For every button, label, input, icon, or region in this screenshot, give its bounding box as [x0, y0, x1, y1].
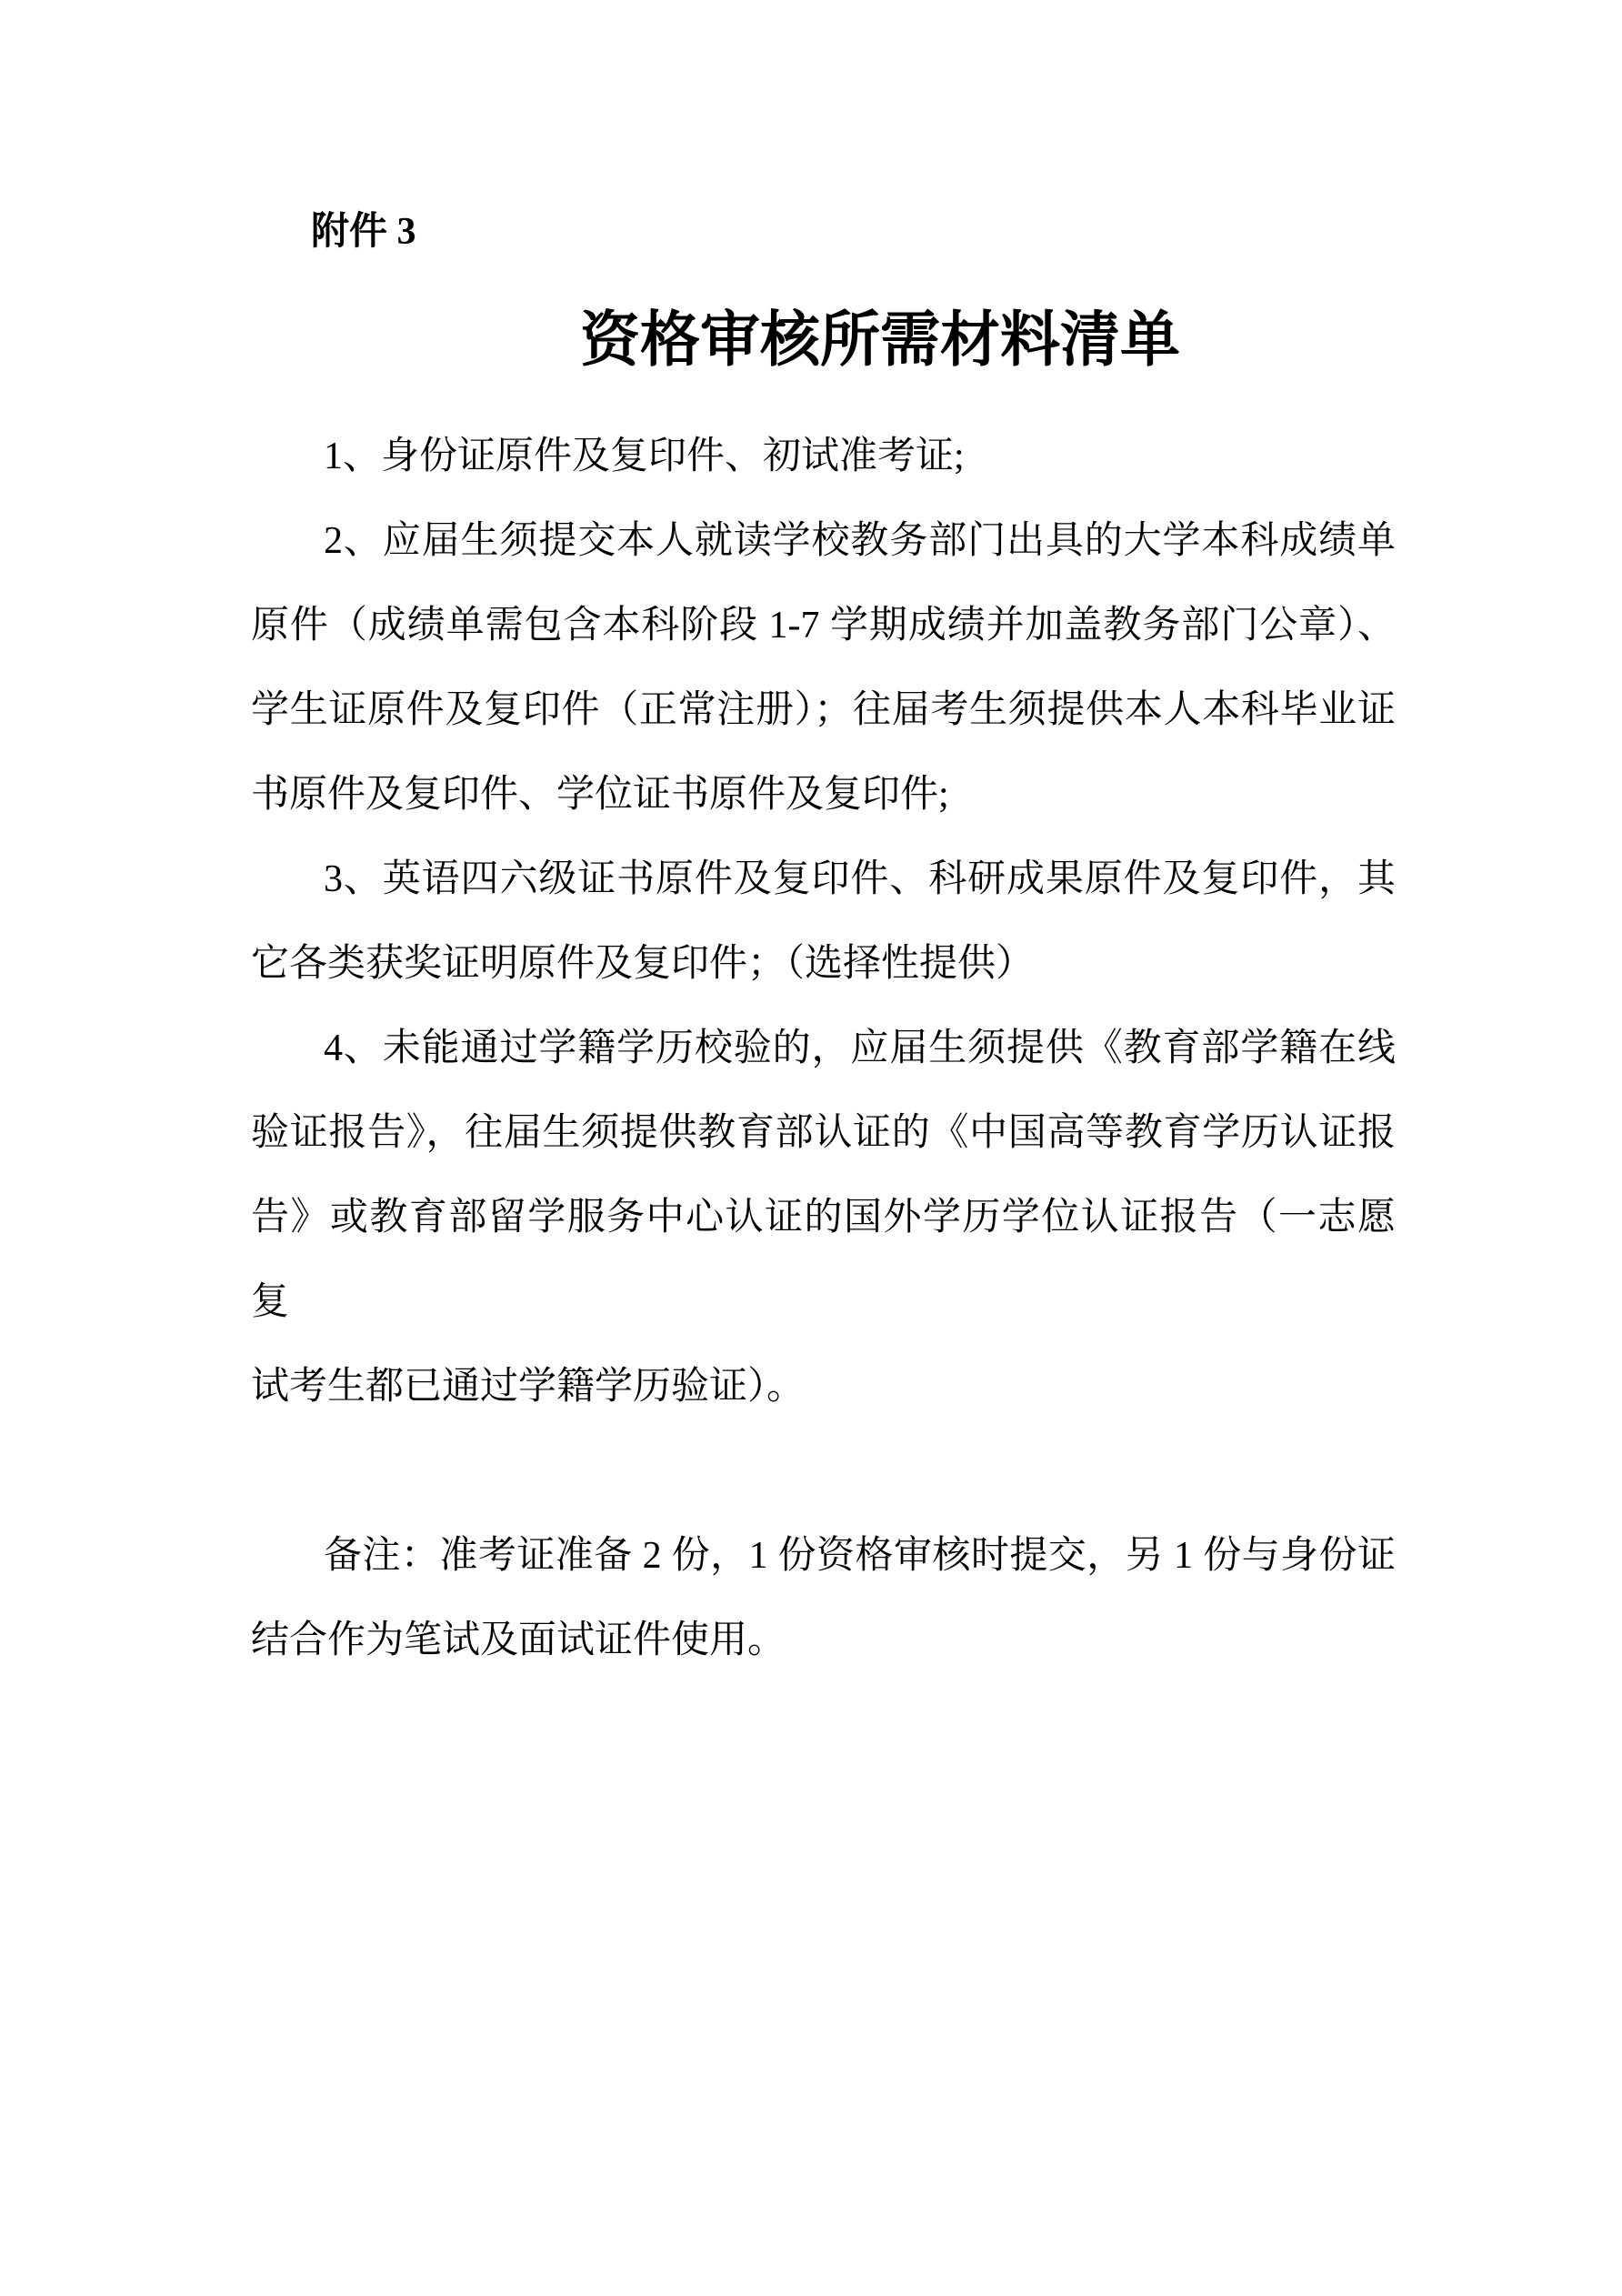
paragraph: [251, 837, 1396, 1007]
paragraph: [251, 1007, 1396, 1429]
attachment-label: 附件 3: [311, 211, 416, 253]
paragraph: [251, 1514, 1396, 1683]
document-title: 资格审核所需材料清单: [580, 307, 1180, 374]
text-line: 告》或教育部留学服务中心认证的国外学历学位认证报告（一志愿复: [251, 1197, 1396, 1323]
text-line: 原件（成绩单需包含本科阶段 1-7 学期成绩并加盖教务部门公章）、: [251, 605, 1396, 647]
text-line: 书原件及复印件、学位证书原件及复印件;: [251, 774, 949, 816]
text-line: 备注：准考证准备 2 份，1 份资格审核时提交，另 1 份与身份证: [324, 1535, 1396, 1577]
text-line: 试考生都已通过学籍学历验证）。: [251, 1366, 806, 1408]
text-line: 1、身份证原件及复印件、初试准考证;: [324, 436, 965, 477]
blank-line: [251, 1429, 1396, 1514]
text-line: 4、未能通过学籍学历校验的，应届生须提供《教育部学籍在线: [324, 1028, 1396, 1069]
text-line: 结合作为笔试及面试证件使用。: [251, 1619, 786, 1661]
document-body: [251, 415, 1396, 1683]
paragraph: [251, 499, 1396, 837]
paragraph: [251, 415, 1396, 499]
text-line: 3、英语四六级证书原件及复印件、科研成果原件及复印件，其: [324, 858, 1396, 900]
text-line: 学生证原件及复印件（正常注册）；往届考生须提供本人本科毕业证: [251, 689, 1396, 731]
text-line: 验证报告》，往届生须提供教育部认证的《中国高等教育学历认证报: [251, 1112, 1396, 1154]
text-line: 2、应届生须提交本人就读学校教务部门出具的大学本科成绩单: [324, 520, 1396, 562]
text-line: 它各类获奖证明原件及复印件；（选择性提供）: [251, 943, 1035, 985]
